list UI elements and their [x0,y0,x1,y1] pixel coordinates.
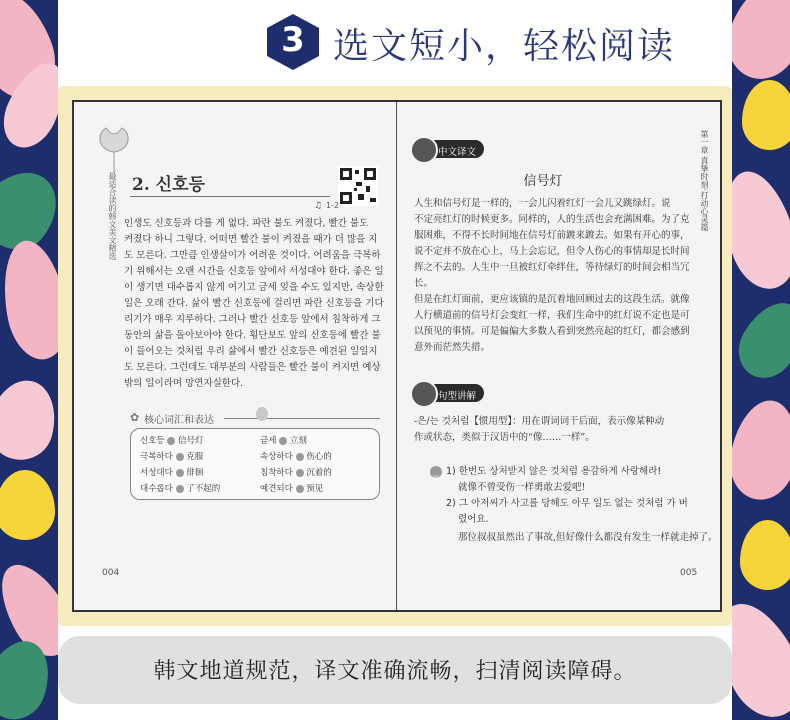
left-floral-border [0,0,58,720]
section-title: 2. 신호등 [132,175,205,195]
qr-code-icon [338,166,378,206]
vocab-chinese: 徘徊 [186,468,204,478]
korean-text-line: 이 들어오는 것처럼 우리 삶에서 빨간 신호등은 예견된 일일지 [124,346,378,357]
reader-avatar-icon [410,136,438,164]
reader-avatar-icon [410,380,438,408]
vocab-tag-icon [176,485,184,493]
translation-line: 但是在红灯面前，更应该镇的是沉着地回顾过去的这段生活。就像 [414,294,690,305]
korean-text-line: 인생도 신호등과 다를 게 없다. 파란 불도 켜졌다, 빨간 불도 [124,218,369,229]
vocab-korean: 침착하다 [260,468,293,478]
korean-text-line: 일은 오래 간다. 삶이 빨간 신호등에 걸리면 파란 신호등을 기다 [124,298,384,309]
vocab-tag-icon [176,469,184,477]
translation-line: 意外而茫然失措。 [414,342,491,353]
vocab-korean: 금세 [260,436,277,446]
translation-title: 信号灯 [523,174,563,189]
headline: 选文短小，轻松阅读 [333,26,676,67]
footer-banner [58,636,732,704]
vocab-entry [140,450,203,464]
vocab-entry [260,450,332,464]
korean-text-line: 동안의 삶을 돌아보아야 한다. 횡단보도 앞의 신호등에 빨간 불 [124,330,381,341]
example-korean: 렸어요. [458,514,489,525]
audio-track-label: 1-2 [326,201,340,210]
book-spread [72,100,722,612]
korean-text-line: 리기가 매우 지루하다. 그러나 빨간 신호등 앞에서 침착하게 그 [124,314,381,325]
page-number: 005 [680,568,698,578]
vocab-entry [260,434,307,448]
vocab-tag-icon [279,437,287,445]
vocab-title: 核心词汇和表达 [144,415,214,426]
translation-line: 不定亮红灯的时候更多。同样的，人的生活也会充满困难。为了克 [414,214,690,225]
vocab-chinese: 沉着的 [306,468,332,478]
translation-line: 人生和信号灯是一样的，一会儿闪着红灯一会儿又跳绿灯。说 [414,198,671,209]
vocab-chinese: 了不起的 [186,484,221,494]
vocab-chinese: 预见 [306,484,324,494]
vocab-korean: 예견되다 [260,484,293,494]
korean-text-line: 이 생기면 대수롭지 않게 여기고 금세 잊을 수도 있지만, 속상한 [124,282,384,293]
vocab-tag-icon [296,453,304,461]
vocab-entry [140,466,203,480]
korean-text-line: 도 모른다. 그만큼 인생살이가 어려운 것이다. 어려움을 극복하 [124,250,381,261]
number-badge-label: 3 [281,20,305,60]
flower-icon: ✿ [130,411,140,424]
running-head: 最适合读的韩文美文精选 [108,172,117,260]
vocab-korean: 속상하다 [260,452,293,462]
headphone-icon: ♫ [314,201,323,211]
korean-text-body [124,216,386,392]
vocab-korean: 서성대다 [140,468,173,478]
vocab-korean: 대수롭다 [140,484,173,494]
ginkgo-leaf-icon [94,124,134,174]
grammar-intro: 作或状态，类似于汉语中的“像……一样”。 [414,432,595,443]
translation-line: 服困难，不得不长时间地在信号灯前踱来踱去。如果有开心的事， [414,230,690,241]
title-underline [130,196,330,197]
grammar-intro: -은/는 것처럼【惯用型】：用在谓词词干后面，表示像某种动 [414,416,665,427]
vocab-chinese: 立刻 [289,436,307,446]
vocab-chinese: 信号灯 [178,436,204,446]
vocab-entry [140,434,204,448]
example-chinese: 就像不曾受伤一样勇敢去爱吧! [458,482,586,493]
grammar-tag [414,384,484,402]
vocab-entry [260,466,332,480]
translation-line: 说不定并不放在心上，马上会忘记，但令人伤心的事情却是长时间 [414,246,690,257]
example-korean: 2) 그 아저씨가 사고를 당해도 아무 일도 없는 것처럼 가 버 [446,498,688,509]
vocab-tag-icon [296,469,304,477]
vocab-entry [140,482,220,496]
vocab-korean: 신호등 [140,436,165,446]
left-page [74,102,397,610]
vocab-entry [260,482,323,496]
korean-text-line: 기 위해서는 오랜 시간을 신호등 앞에서 서성대야 한다. 좋은 일 [124,266,384,277]
example-badge-label: 例 [432,475,440,483]
footer-text: 韩文地道规范，译文准确流畅，扫清阅读障碍。 [153,659,637,684]
translation-line: 挥之不去的。人生中一旦被红灯牵绊住，等待绿灯的时间会相当冗长。 [414,262,690,289]
grammar-tag-label: 句型讲解 [438,391,477,402]
translation-tag-label: 中文译文 [438,147,477,158]
hanging-ornament-icon [254,402,270,422]
header-banner [58,0,732,84]
side-label: 第一章 真挚时刻·打动心灵篇 [700,130,709,232]
vocab-rule [224,418,380,419]
vocab-korean: 극복하다 [140,452,173,462]
right-page [398,102,720,610]
korean-text-line: 켜졌다 하니 그렇다. 어떠면 빨간 불이 켜졌을 때가 더 많을 지 [124,234,378,245]
translation-line: 人行横道前的信号灯会变红一样，我们生命中的红灯说不定也是可 [414,310,690,321]
translation-line: 以预见的事情。可是偏偏大多数人看到突然亮起的红灯，都会感到 [414,326,690,337]
example-korean: 1) 한번도 상처받지 않은 것처럼 용감하게 사랑해라! [446,466,662,477]
vocab-tag-icon [167,437,175,445]
korean-text-line: 도 모른다. 그런데도 대부분의 사람들은 빨간 불이 켜지면 예상 [124,362,381,373]
vocab-chinese: 伤心的 [306,452,332,462]
right-floral-border [732,0,790,720]
translation-body [414,196,692,356]
vocab-chinese: 克服 [186,452,204,462]
example-badge [430,466,442,483]
translation-tag [414,140,484,158]
example-chinese: 那位叔叔虽然出了事故,但好像什么都没有发生一样就走掉了。 [458,532,718,543]
vocab-tag-icon [176,453,184,461]
page-number: 004 [102,568,120,578]
vocab-tag-icon [296,485,304,493]
korean-text-line: 밖의 일이라며 망연자실한다. [124,378,244,389]
